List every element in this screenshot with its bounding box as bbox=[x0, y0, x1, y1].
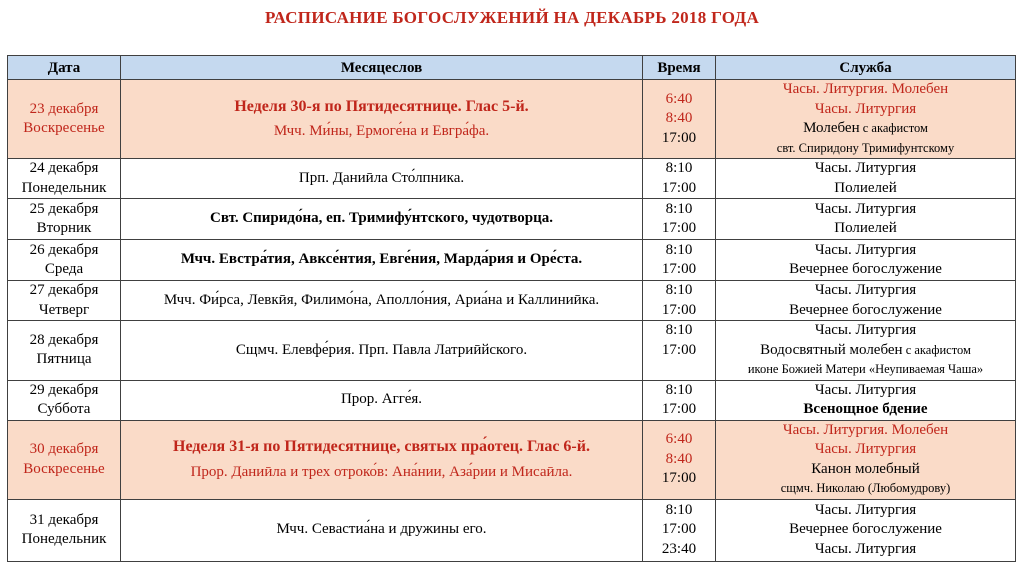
calendar-cell: Свт. Спиридо́на, еп. Тримифу́нтского, чудотворца. bbox=[121, 199, 643, 240]
page-title: РАСПИСАНИЕ БОГОСЛУЖЕНИЙ НА ДЕКАБРЬ 2018 ГОДА bbox=[264, 8, 760, 27]
time-cell bbox=[643, 321, 716, 381]
date-text: 29 декабря bbox=[29, 381, 99, 398]
date-cell bbox=[8, 159, 121, 199]
service-extra bbox=[718, 119, 1013, 139]
table-row bbox=[8, 281, 1016, 321]
date-text: 23 декабря bbox=[29, 100, 99, 117]
date-cell bbox=[8, 240, 121, 281]
time-text: 17:00 bbox=[661, 261, 697, 277]
calendar-sub: Прор. Даниӣла и трех отроко́в: Ана́нии, Аза́рии и Мисаӣла. bbox=[190, 463, 573, 480]
date-cell bbox=[8, 380, 121, 420]
time-cell bbox=[643, 159, 716, 199]
time-text: 17:00 bbox=[661, 301, 697, 318]
service-text: Часы. Литургия. Молебен bbox=[782, 421, 949, 438]
calendar-cell bbox=[121, 420, 643, 499]
service-text: Полиелей bbox=[834, 220, 897, 236]
header-date: Дата bbox=[8, 56, 121, 80]
date-text: 25 декабря bbox=[29, 200, 99, 217]
table-row bbox=[8, 199, 1016, 240]
day-text: Суббота bbox=[37, 401, 91, 417]
calendar-cell: Мчч. Севастиа́на и дружины его. bbox=[121, 499, 643, 561]
day-text: Вторник bbox=[36, 220, 92, 236]
calendar-cell: Мчч. Евстра́тия, Авксе́нтия, Евге́ния, Марда́рия и Оре́ста. bbox=[121, 240, 643, 281]
service-note: свт. Спиридону Тримифунтскому bbox=[776, 140, 955, 155]
time-text: 8:10 bbox=[665, 241, 693, 258]
date-text: 27 декабря bbox=[29, 282, 99, 298]
service-text: Вечернее богослужение bbox=[789, 301, 942, 318]
time-text: 23:40 bbox=[661, 540, 697, 557]
table-row bbox=[8, 420, 1016, 499]
table-row bbox=[8, 380, 1016, 420]
service-cell bbox=[716, 380, 1016, 420]
table-row bbox=[8, 159, 1016, 199]
time-text: 8:10 bbox=[665, 501, 693, 518]
service-extra-main: Канон молебный bbox=[811, 460, 920, 477]
time-text: 6:40 bbox=[665, 90, 693, 107]
service-cell bbox=[716, 240, 1016, 281]
service-cell bbox=[716, 80, 1016, 159]
service-cell bbox=[716, 199, 1016, 240]
time-cell bbox=[643, 80, 716, 159]
calendar-cell: Прор. Агге́я. bbox=[121, 380, 643, 420]
time-cell bbox=[643, 240, 716, 281]
service-text: Вечернее богослужение bbox=[789, 261, 942, 277]
time-text: 17:00 bbox=[661, 521, 697, 538]
service-text: Часы. Литургия bbox=[814, 282, 917, 298]
header-time: Время bbox=[643, 56, 716, 80]
day-text: Четверг bbox=[38, 301, 90, 318]
time-text: 17:00 bbox=[661, 179, 697, 196]
service-text: Вечернее богослужение bbox=[789, 521, 942, 538]
service-cell bbox=[716, 159, 1016, 199]
time-cell bbox=[643, 499, 716, 561]
time-text: 17:00 bbox=[661, 401, 697, 417]
date-text: 26 декабря bbox=[29, 241, 99, 258]
time-text: 8:40 bbox=[665, 110, 693, 127]
date-cell bbox=[8, 281, 121, 321]
day-text: Понедельник bbox=[21, 179, 107, 196]
calendar-main: Неделя 30-я по Пятидесятнице. Глас 5-й. bbox=[234, 97, 529, 115]
calendar-cell: Сщмч. Елевфе́рия. Прп. Павла Латриӣйского. bbox=[121, 321, 643, 381]
day-text: Среда bbox=[44, 261, 84, 277]
service-text: Часы. Литургия bbox=[814, 540, 917, 557]
service-extra-main: Водосвятный молебен bbox=[760, 341, 903, 358]
date-cell bbox=[8, 321, 121, 381]
service-text: Часы. Литургия bbox=[814, 241, 917, 258]
header-row bbox=[8, 56, 1016, 80]
table-row bbox=[8, 321, 1016, 381]
service-text: Полиелей bbox=[834, 179, 897, 196]
time-text: 8:40 bbox=[665, 450, 693, 467]
service-extra-main: Молебен bbox=[803, 120, 860, 136]
date-cell bbox=[8, 499, 121, 561]
service-note: сщмч. Николаю (Любомудрову) bbox=[780, 481, 951, 495]
service-cell bbox=[716, 321, 1016, 381]
calendar-cell bbox=[121, 80, 643, 159]
service-text: Часы. Литургия bbox=[814, 441, 917, 457]
header-calendar: Месяцеслов bbox=[121, 56, 643, 80]
table-row bbox=[8, 240, 1016, 281]
service-cell bbox=[716, 420, 1016, 499]
service-cell bbox=[716, 281, 1016, 321]
schedule-table bbox=[7, 55, 1016, 562]
time-text: 17:00 bbox=[661, 220, 697, 236]
day-text: Понедельник bbox=[21, 531, 107, 547]
day-text: Пятница bbox=[36, 351, 92, 368]
calendar-cell: Прп. Даниӣла Сто́лпника. bbox=[121, 159, 643, 199]
table-row bbox=[8, 499, 1016, 561]
time-cell bbox=[643, 281, 716, 321]
calendar-sub: Мчч. Ми́ны, Ермоге́на и Евгра́фа. bbox=[273, 123, 490, 139]
calendar-cell: Мчч. Фи́рса, Левкӣя, Филимо́на, Аполло́ния, Ариа́на и Каллиниӣка. bbox=[121, 281, 643, 321]
service-extra-small: с акафистом bbox=[902, 342, 971, 357]
service-text: Часы. Литургия bbox=[814, 322, 917, 338]
date-text: 31 декабря bbox=[29, 511, 99, 528]
time-text: 8:10 bbox=[665, 381, 693, 398]
date-text: 28 декабря bbox=[29, 331, 99, 348]
day-text: Воскресенье bbox=[23, 120, 105, 136]
day-text: Воскресенье bbox=[23, 460, 105, 477]
time-cell bbox=[643, 380, 716, 420]
calendar-main: Неделя 31-я по Пятидесятнице, святых пра́отец. Глас 6-й. bbox=[173, 438, 590, 455]
date-cell bbox=[8, 80, 121, 159]
service-text: Часы. Литургия bbox=[814, 160, 917, 176]
time-text: 17:00 bbox=[661, 470, 697, 487]
table-row bbox=[8, 80, 1016, 159]
time-text: 6:40 bbox=[665, 431, 693, 448]
time-cell bbox=[643, 420, 716, 499]
service-extra-small: с акафистом bbox=[859, 121, 928, 135]
service-text: Часы. Литургия bbox=[814, 501, 917, 518]
time-text: 8:10 bbox=[665, 160, 693, 176]
time-text: 8:10 bbox=[665, 322, 693, 338]
date-text: 30 декабря bbox=[29, 441, 99, 457]
service-text: Часы. Литургия bbox=[814, 100, 917, 117]
time-cell bbox=[643, 199, 716, 240]
service-cell bbox=[716, 499, 1016, 561]
service-text: Часы. Литургия bbox=[814, 381, 917, 398]
service-text: Часы. Литургия bbox=[814, 200, 917, 217]
service-text: Часы. Литургия. Молебен bbox=[782, 81, 949, 97]
time-text: 17:00 bbox=[661, 129, 697, 146]
service-note: иконе Божией Матери «Неупиваемая Чаша» bbox=[747, 362, 984, 376]
service-extra bbox=[718, 341, 1013, 361]
time-text: 17:00 bbox=[661, 341, 697, 358]
time-text: 8:10 bbox=[665, 282, 693, 298]
date-cell bbox=[8, 199, 121, 240]
date-cell bbox=[8, 420, 121, 499]
date-text: 24 декабря bbox=[29, 160, 99, 176]
service-text-bold: Всенощное бдение bbox=[803, 401, 928, 417]
header-service: Служба bbox=[716, 56, 1016, 80]
time-text: 8:10 bbox=[665, 200, 693, 217]
